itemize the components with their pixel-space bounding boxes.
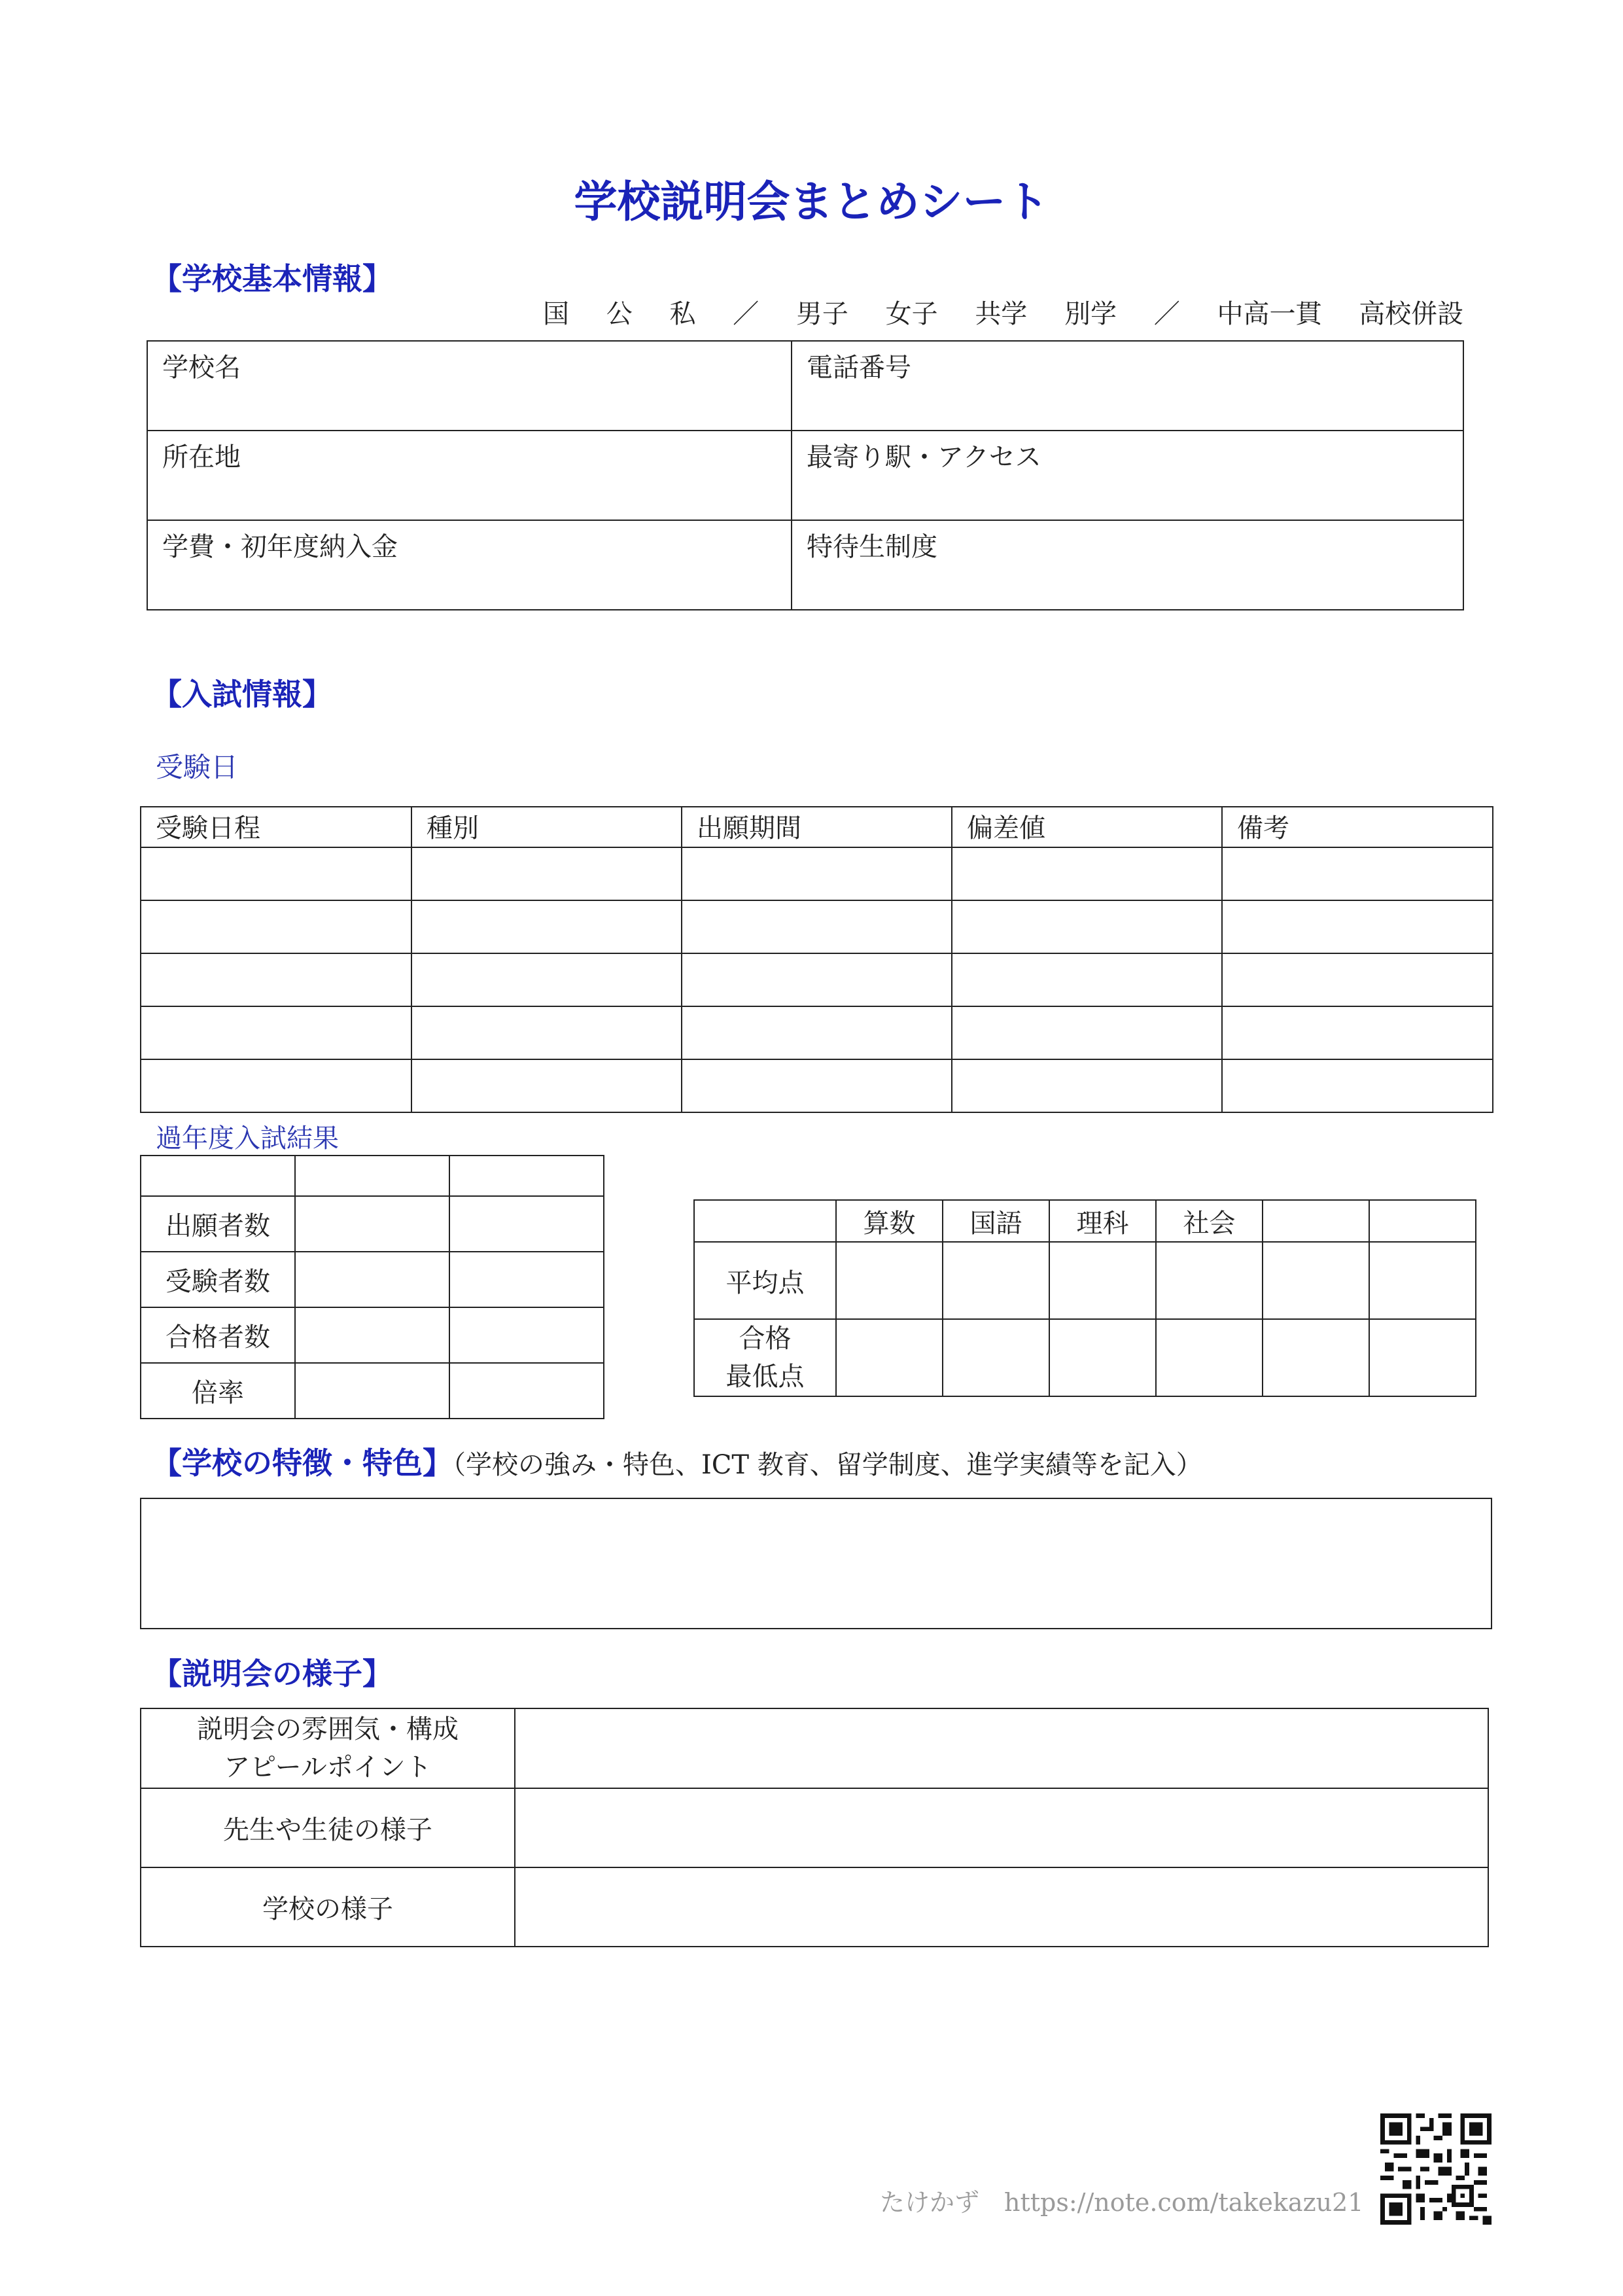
- table-cell[interactable]: [295, 1252, 449, 1307]
- table-cell[interactable]: [141, 953, 411, 1006]
- option-ko: 公: [606, 299, 633, 329]
- header-blank[interactable]: [1263, 1200, 1369, 1242]
- table-cell[interactable]: [411, 1059, 682, 1112]
- table-cell[interactable]: [1222, 1006, 1493, 1059]
- table-cell[interactable]: [449, 1307, 604, 1363]
- teachers-students-field[interactable]: [515, 1788, 1488, 1867]
- table-cell[interactable]: [1369, 1242, 1476, 1319]
- table-row: [141, 847, 1493, 900]
- table-cell[interactable]: [141, 1059, 411, 1112]
- table-cell[interactable]: [682, 1059, 952, 1112]
- nearest-station-field[interactable]: 最寄り駅・アクセス: [792, 431, 1463, 520]
- exam-date-label: 受験日: [156, 751, 239, 783]
- table-cell[interactable]: [1263, 1242, 1369, 1319]
- table-cell[interactable]: [682, 900, 952, 953]
- option-integrated: 中高一貫: [1217, 299, 1322, 329]
- table-cell[interactable]: [1049, 1242, 1156, 1319]
- table-cell[interactable]: [141, 1006, 411, 1059]
- minimum-passing-score-label: [694, 1319, 836, 1396]
- table-cell[interactable]: [1222, 847, 1493, 900]
- basic-info-table: [147, 340, 1464, 610]
- past-results-label: 過年度入試結果: [156, 1123, 339, 1154]
- table-cell[interactable]: [1222, 953, 1493, 1006]
- examinees-label: 受験者数: [141, 1252, 295, 1307]
- table-cell[interactable]: [1156, 1242, 1263, 1319]
- table-cell[interactable]: [295, 1307, 449, 1363]
- option-shi: 私: [669, 299, 696, 329]
- option-girls: 女子: [885, 299, 938, 329]
- tuition-field[interactable]: 学費・初年度納入金: [147, 520, 792, 610]
- option-boys: 男子: [795, 299, 848, 329]
- ratio-label: 倍率: [141, 1363, 295, 1419]
- header-science: 理科: [1049, 1200, 1156, 1242]
- table-cell[interactable]: [411, 1006, 682, 1059]
- option-separator: ／: [733, 299, 759, 329]
- table-cell[interactable]: [952, 1006, 1222, 1059]
- header-remarks: 備考: [1222, 807, 1493, 847]
- header-math: 算数: [836, 1200, 943, 1242]
- table-cell[interactable]: [682, 1006, 952, 1059]
- table-cell[interactable]: [1049, 1319, 1156, 1396]
- option-coed: 共学: [975, 299, 1028, 329]
- school-appearance-field[interactable]: [515, 1867, 1488, 1947]
- year-header-cell[interactable]: [449, 1156, 604, 1196]
- session-table: [140, 1708, 1489, 1947]
- school-name-field[interactable]: 学校名: [147, 341, 792, 431]
- phone-number-field[interactable]: 電話番号: [792, 341, 1463, 431]
- table-row: [141, 953, 1493, 1006]
- table-cell[interactable]: [1263, 1319, 1369, 1396]
- option-kuni: 国: [543, 299, 569, 329]
- average-score-label: 平均点: [694, 1242, 836, 1319]
- table-cell[interactable]: [449, 1252, 604, 1307]
- table-cell[interactable]: [836, 1242, 943, 1319]
- table-cell[interactable]: [411, 953, 682, 1006]
- atmosphere-field[interactable]: [515, 1708, 1488, 1788]
- footer-credit: [880, 2182, 1388, 2218]
- header-japanese: 国語: [943, 1200, 1049, 1242]
- exam-info-heading: 【入試情報】: [152, 677, 332, 712]
- school-type-options: [543, 293, 1463, 330]
- table-cell[interactable]: [141, 900, 411, 953]
- table-cell[interactable]: [1369, 1319, 1476, 1396]
- author-url[interactable]: https://note.com/takekazu21: [1004, 2188, 1364, 2217]
- table-cell: [694, 1200, 836, 1242]
- table-cell[interactable]: [1222, 900, 1493, 953]
- label-line: 説明会の雰囲気・構成: [197, 1714, 459, 1744]
- qr-code-icon: [1380, 2113, 1492, 2225]
- table-cell: [141, 1156, 295, 1196]
- exam-schedule-table: [140, 806, 1493, 1113]
- table-cell[interactable]: [1156, 1319, 1263, 1396]
- label-line: 合格: [739, 1324, 792, 1354]
- table-cell[interactable]: [943, 1242, 1049, 1319]
- table-cell[interactable]: [449, 1196, 604, 1252]
- table-cell[interactable]: [682, 953, 952, 1006]
- table-cell[interactable]: [952, 1059, 1222, 1112]
- label-line: アピールポイント: [224, 1752, 432, 1782]
- option-separator: ／: [1153, 299, 1180, 329]
- option-separate: 別学: [1064, 299, 1117, 329]
- applicants-table: [140, 1155, 604, 1419]
- header-exam-schedule: 受験日程: [141, 807, 411, 847]
- option-high-school-attached: 高校併設: [1359, 299, 1464, 329]
- table-cell[interactable]: [411, 900, 682, 953]
- header-blank[interactable]: [1369, 1200, 1476, 1242]
- table-cell[interactable]: [449, 1363, 604, 1419]
- table-row: [141, 900, 1493, 953]
- features-field[interactable]: [141, 1498, 1492, 1629]
- applicants-label: 出願者数: [141, 1196, 295, 1252]
- page-title: 学校説明会まとめシート: [574, 177, 1049, 227]
- features-box: [140, 1498, 1492, 1629]
- scores-table: [693, 1199, 1476, 1397]
- address-field[interactable]: 所在地: [147, 431, 792, 520]
- table-cell[interactable]: [411, 847, 682, 900]
- table-cell[interactable]: [295, 1196, 449, 1252]
- table-cell[interactable]: [682, 847, 952, 900]
- atmosphere-label: [141, 1708, 515, 1788]
- table-row: [141, 1156, 604, 1196]
- year-header-cell[interactable]: [295, 1156, 449, 1196]
- table-cell[interactable]: [141, 847, 411, 900]
- table-row: [141, 1006, 1493, 1059]
- basic-info-heading: 【学校基本情報】: [152, 261, 393, 296]
- author-name: たけかず: [880, 2188, 980, 2217]
- teachers-students-label: 先生や生徒の様子: [141, 1788, 515, 1867]
- table-cell[interactable]: [943, 1319, 1049, 1396]
- header-exam-type: 種別: [411, 807, 682, 847]
- table-cell[interactable]: [952, 900, 1222, 953]
- label-line: 最低点: [725, 1362, 805, 1392]
- table-cell[interactable]: [1222, 1059, 1493, 1112]
- features-heading: [152, 1439, 1202, 1483]
- school-appearance-label: 学校の様子: [141, 1867, 515, 1947]
- header-social: 社会: [1156, 1200, 1263, 1242]
- scholarship-field[interactable]: 特待生制度: [792, 520, 1463, 610]
- table-cell[interactable]: [295, 1363, 449, 1419]
- table-cell[interactable]: [952, 847, 1222, 900]
- header-deviation-value: 偏差値: [952, 807, 1222, 847]
- features-note: （学校の強み・特色、ICT 教育、留学制度、進学実績等を記入）: [453, 1450, 1202, 1480]
- table-cell[interactable]: [836, 1319, 943, 1396]
- passers-label: 合格者数: [141, 1307, 295, 1363]
- header-application-period: 出願期間: [682, 807, 952, 847]
- table-cell[interactable]: [952, 953, 1222, 1006]
- table-row: [141, 1059, 1493, 1112]
- session-heading: 【説明会の様子】: [152, 1656, 393, 1691]
- features-title: 【学校の特徴・特色】: [152, 1445, 453, 1481]
